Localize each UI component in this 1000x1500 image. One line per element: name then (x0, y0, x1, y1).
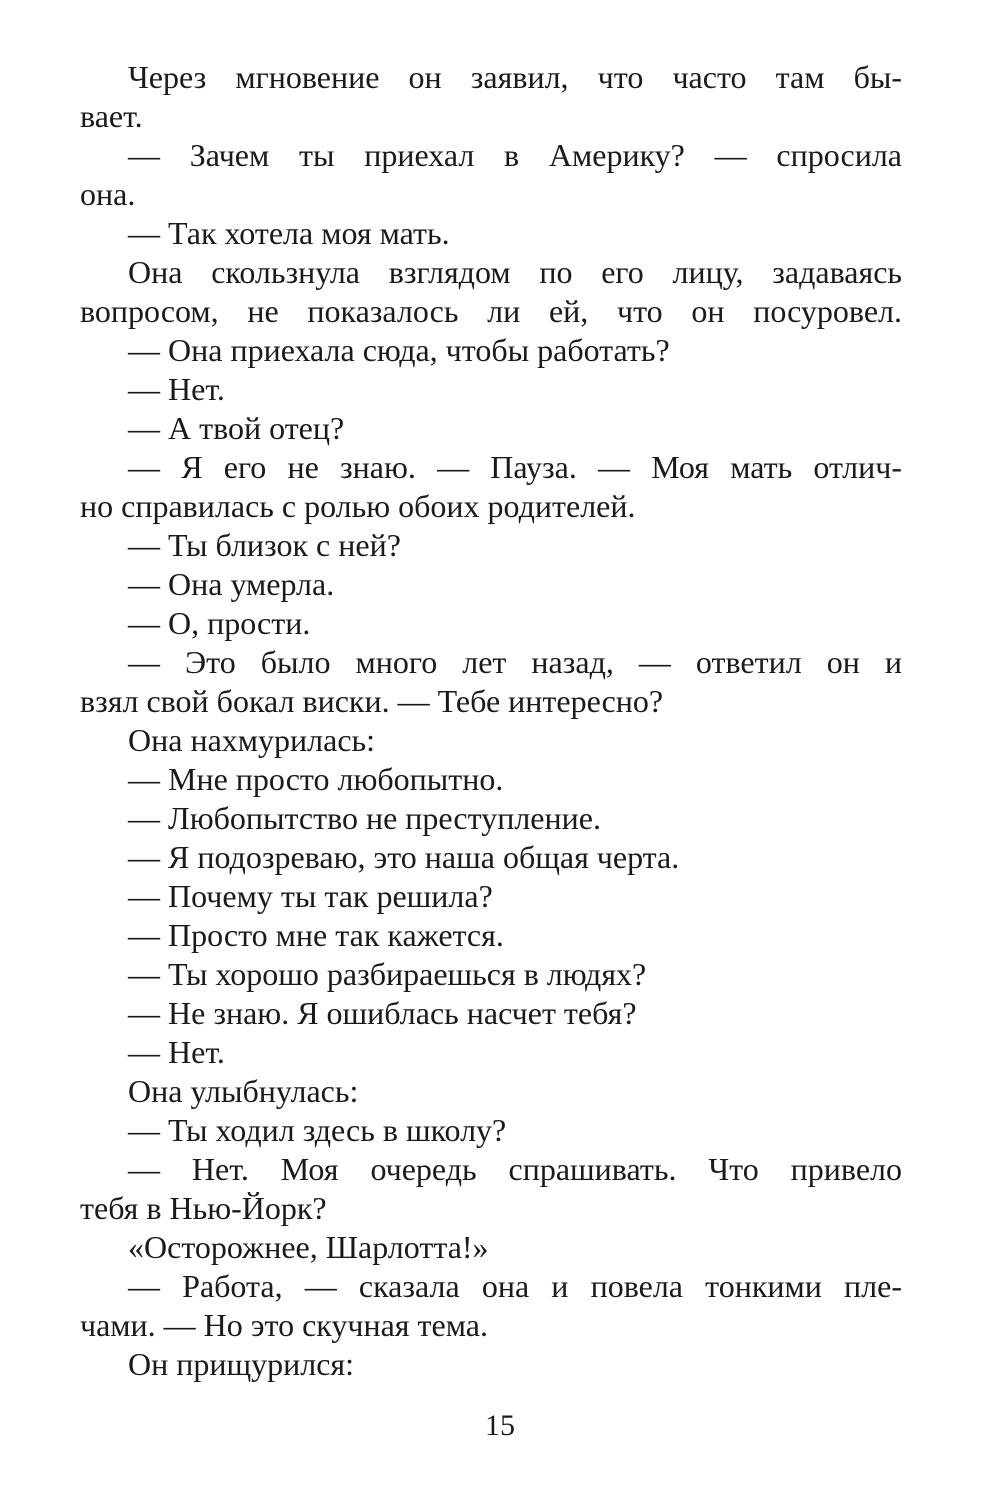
text-line: Через мгновение он заявил, что часто там бы- (128, 59, 902, 95)
text-line: — А твой отец? (128, 410, 345, 446)
text-line: — Я подозреваю, это наша общая черта. (128, 839, 680, 875)
text-line: — Это было много лет назад, — ответил он и (128, 644, 902, 680)
text-line: — Ты ходил здесь в школу? (128, 1112, 507, 1148)
text-line: — Работа, — сказала она и повела тонкими пле- (128, 1268, 902, 1304)
body-text (80, 58, 902, 1384)
text-line: чами. — Но это скучная тема. (80, 1307, 488, 1343)
text-line: но справилась с ролью обоих родителей. (80, 488, 636, 524)
text-line: вает. (80, 98, 143, 134)
text-line: — Она умерла. (128, 566, 335, 602)
text-line: — Зачем ты приехал в Америку? — спросила (128, 137, 902, 173)
text-line: — Мне просто любопытно. (128, 761, 504, 797)
text-line: — Она приехала сюда, чтобы работать? (128, 332, 670, 368)
text-line: — Нет. (128, 371, 225, 407)
text-line: — Так хотела моя мать. (128, 215, 450, 251)
text-line: — О, прости. (128, 605, 311, 641)
text-line: вопросом, не показалось ли ей, что он посуровел. (80, 293, 902, 329)
text-line: «Осторожнее, Шарлотта!» (128, 1229, 489, 1265)
text-line: — Просто мне так кажется. (128, 917, 504, 953)
text-line: — Не знаю. Я ошиблась насчет тебя? (128, 995, 637, 1031)
text-line: — Почему ты так решила? (128, 878, 493, 914)
text-line: взял свой бокал виски. — Тебе интересно? (80, 683, 664, 719)
text-line: Он прищурился: (128, 1346, 355, 1382)
text-line: Она нахмурилась: (128, 722, 375, 758)
text-line: Она скользнула взглядом по его лицу, задаваясь (128, 254, 902, 290)
text-line: она. (80, 176, 136, 212)
text-line: — Ты хорошо разбираешься в людях? (128, 956, 647, 992)
text-line: — Нет. (128, 1034, 225, 1070)
text-line: — Я его не знаю. — Пауза. — Моя мать отлич- (128, 449, 902, 485)
text-line: тебя в Нью-Йорк? (80, 1190, 327, 1226)
text-line: Она улыбнулась: (128, 1073, 359, 1109)
text-line: — Любопытство не преступление. (128, 800, 601, 836)
text-line: — Нет. Моя очередь спрашивать. Что привело (128, 1151, 902, 1187)
page-number: 15 (485, 1409, 515, 1442)
text-line: — Ты близок с ней? (128, 527, 401, 563)
